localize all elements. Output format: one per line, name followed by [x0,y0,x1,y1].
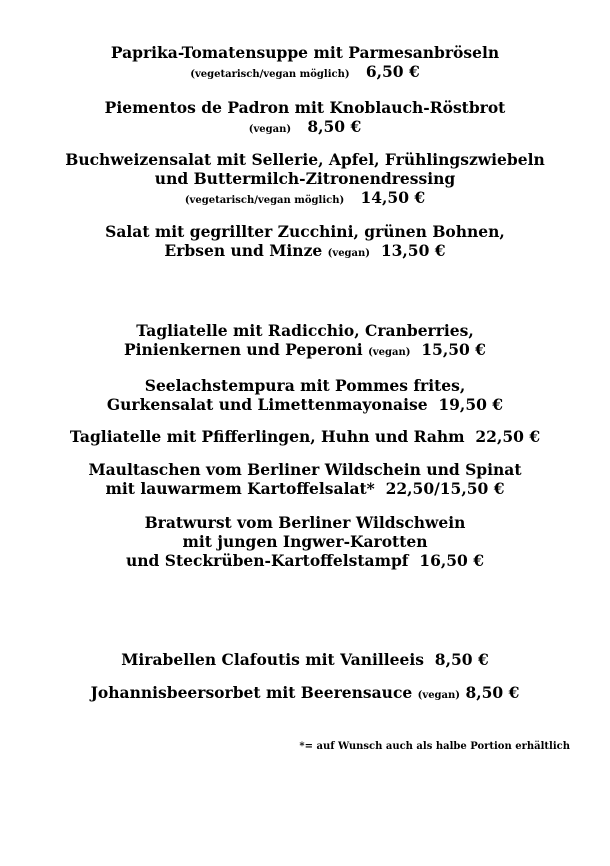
diet-note: (vegetarisch/vegan möglich) [184,195,345,206]
diet-note: (vegan) [368,347,411,358]
price: 8,50 € [434,650,489,669]
dish-name-cont: und Buttermilch-Zitronendressing [154,169,456,188]
price: 14,50 € [360,188,426,207]
footnote: *= auf Wunsch auch als halbe Portion erhältlich [299,741,570,752]
dish-name-cont: Erbsen und Minze [164,241,323,260]
dish-name: Bratwurst vom Berliner Wildschwein [144,513,466,532]
menu-item-paprika-soup [0,43,610,84]
dish-detail [0,427,610,446]
dish-name: Mirabellen Clafoutis mit Vanilleeis [121,650,424,669]
dish-detail [0,340,610,362]
diet-note: (vegetarisch/vegan möglich) [190,69,350,80]
dish-name: Johannisbeersorbet mit Beerensauce [90,683,413,702]
dish-name-cont: Gurkensalat und Limettenmayonaise [106,395,428,414]
menu-item-piementos [0,98,610,139]
dish-detail [0,62,610,84]
menu-item-buchweizensalat [0,150,610,210]
price: 8,50 € [307,117,362,136]
price: 6,50 € [365,62,420,81]
dish-name: Piementos de Padron mit Knoblauch-Röstbrot [104,98,506,117]
diet-note: (vegan) [248,124,292,135]
menu-item-tagliatelle-radicchio [0,321,610,362]
dish-name-cont2: und Steckrüben-Kartoffelstampf [125,551,409,570]
dish-detail [0,395,610,414]
price: 22,50 € [475,427,541,446]
dish-detail [0,117,610,139]
dish-name: Paprika-Tomatensuppe mit Parmesanbröseln [110,43,500,62]
dish-name: Salat mit gegrillter Zucchini, grünen Bohnen, [105,222,505,241]
menu-item-clafoutis [0,650,610,669]
price: 15,50 € [421,340,486,359]
dish-detail [0,683,610,705]
menu-item-seelachstempura [0,376,610,414]
dish-detail [0,479,610,498]
menu-item-sorbet [0,683,610,705]
menu-item-bratwurst [0,513,610,570]
dish-name-cont: Pinienkernen und Peperoni [124,340,363,359]
price: 19,50 € [438,395,504,414]
dish-detail [0,650,610,669]
price: 22,50/15,50 € [385,479,505,498]
dish-name-cont: mit lauwarmem Kartoffelsalat* [105,479,375,498]
menu-item-zucchini-salat [0,222,610,263]
price: 13,50 € [380,241,446,260]
diet-note: (vegan) [327,248,371,259]
dish-name: Seelachstempura mit Pommes frites, [144,376,466,395]
diet-note: (vegan) [417,690,461,701]
dish-detail [0,188,610,210]
dish-detail [0,551,610,570]
menu-item-maultaschen [0,460,610,498]
price: 8,50 € [465,683,520,702]
dish-name: Tagliatelle mit Pfifferlingen, Huhn und Rahm [69,427,465,446]
price: 16,50 € [419,551,484,570]
dish-name: Buchweizensalat mit Sellerie, Apfel, Frühlingszwiebeln [65,150,545,169]
dish-name-cont: mit jungen Ingwer-Karotten [182,532,428,551]
menu-item-tagliatelle-pfifferlinge [0,427,610,446]
dish-name: Tagliatelle mit Radicchio, Cranberries, [136,321,474,340]
dish-detail [0,241,610,263]
dish-name: Maultaschen vom Berliner Wildschein und Spinat [88,460,522,479]
